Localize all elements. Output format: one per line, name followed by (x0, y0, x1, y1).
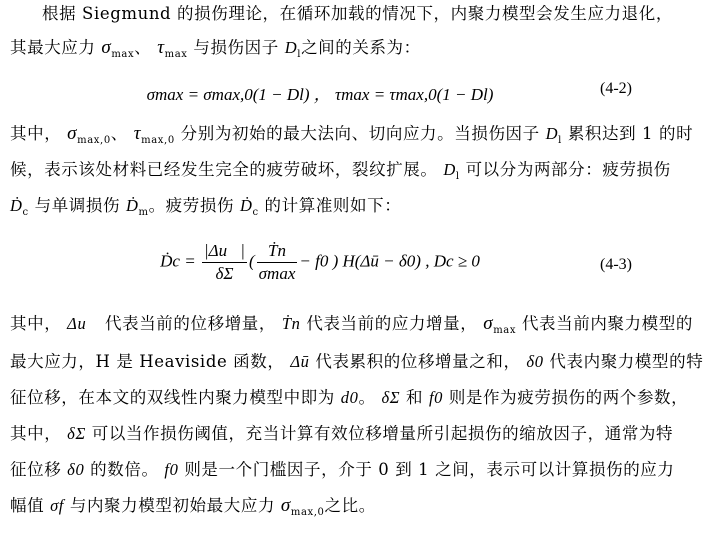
text: 与损伤因子 (193, 38, 279, 57)
subscript: c (252, 207, 259, 218)
delta0-symbol: δ0 (526, 352, 544, 371)
displacement-increment-symbol: Δu⃗ (67, 314, 100, 333)
fraction-numerator: |Δu⃗| (202, 240, 247, 263)
equation-body: σmax = σmax,0(1 − Dl) ， τmax = τmax,0(1 − Dl) (146, 85, 494, 104)
equation-lhs: Ḋc = (160, 251, 196, 271)
text: 和 (405, 388, 424, 407)
subscript: c (22, 207, 29, 218)
text: 可以分为两部分：疲劳损伤 (465, 160, 671, 179)
damage-symbol: D (284, 38, 298, 57)
paragraph-line (10, 36, 632, 67)
paragraph-line (10, 158, 671, 189)
text: 代表当前内聚力模型的 (521, 314, 693, 333)
text: 最大应力，H 是 Heaviside 函数， (10, 352, 285, 371)
paragraph-line (10, 122, 694, 153)
equation-body: Ḋc = $\frac{|\Delta u⃗|}{\delta\Sigma}$ ( $\frac{\text{Ṫn}}{\sigma\max}$ − f0 ) H(Δū − δ0) , Dc ≥ 0 (160, 241, 480, 283)
delta-sigma-symbol: δΣ (381, 388, 401, 407)
f0-symbol: f0 (164, 460, 179, 479)
text: 与单调损伤 (34, 196, 121, 215)
text: 之间的关系为： (301, 38, 421, 57)
text: 其中， (10, 424, 62, 443)
d0-symbol: d0 (340, 388, 359, 407)
paragraph-line (10, 422, 674, 446)
text: 之比。 (324, 496, 376, 515)
cumulative-displacement-symbol: Δū (290, 352, 310, 371)
equation-rest: − f0 ) H(Δū − δ0) , Dc ≥ 0 (299, 251, 480, 271)
text: 、 (134, 38, 152, 57)
paragraph-line (10, 386, 689, 410)
text: 。 (358, 388, 376, 407)
delta0-symbol: δ0 (67, 460, 85, 479)
subscript: max,0 (141, 135, 175, 146)
text: 征位移，在本文的双线性内聚力模型中即为 (10, 388, 335, 407)
subscript: l (558, 135, 562, 146)
damage-symbol: D (545, 124, 559, 143)
stress-increment-symbol: Ṫn (281, 314, 301, 333)
fraction (257, 240, 298, 285)
text: 则是作为疲劳损伤的两个参数， (448, 388, 689, 407)
paragraph-line (10, 312, 693, 343)
equation-4-3 (0, 240, 640, 296)
text: 根据 Siegmund 的损伤理论，在循环加载的情况下，内聚力模型会发生应力退化， (42, 4, 673, 23)
f0-symbol: f0 (428, 388, 443, 407)
paragraph-line (10, 494, 632, 525)
text: 候，表示该处材料已经发生完全的疲劳破坏，裂纹扩展。 (10, 160, 438, 179)
text: 其中， (10, 124, 62, 143)
fatigue-damage-symbol: Ḋ (239, 196, 253, 215)
subscript: max (493, 325, 517, 336)
subscript: max,0 (290, 507, 325, 518)
text: 的计算准则如下： (264, 196, 402, 215)
equation-number: (4-2) (600, 80, 632, 97)
fraction (202, 240, 247, 285)
tau-symbol: τ (157, 37, 165, 58)
fraction-denominator: δΣ (215, 264, 234, 283)
text: 累积达到 1 的时 (567, 124, 694, 143)
text: 则是一个门槛因子，介于 0 到 1 之间，表示可以计算损伤的应力 (184, 460, 675, 479)
text: 代表当前的位移增量， (105, 314, 276, 333)
equation-4-2 (0, 72, 640, 112)
monotonic-damage-symbol: Ḋ (125, 196, 139, 215)
sigma-symbol: σ (67, 123, 78, 144)
sigma-symbol: σ (280, 495, 291, 516)
text: 其最大应力 (10, 38, 96, 57)
paragraph-line (10, 458, 675, 482)
subscript: max (164, 49, 188, 60)
text: 征位移 (10, 460, 62, 479)
paragraph-line (10, 194, 632, 225)
text: 代表当前的应力增量， (306, 314, 478, 333)
text: 与内聚力模型初始最大应力 (69, 496, 276, 515)
text: 、 (110, 124, 128, 143)
text: 分别为初始的最大法向、切向应力。当损伤因子 (180, 124, 540, 143)
subscript: max,0 (77, 135, 111, 146)
text: 幅值 (10, 496, 45, 515)
paragraph-line (42, 2, 673, 26)
subscript: max (111, 49, 135, 60)
fraction-numerator: Ṫn (257, 240, 298, 263)
delta-sigma-symbol: δΣ (67, 424, 86, 443)
subscript: l (297, 49, 302, 60)
text: 的数倍。 (90, 460, 159, 479)
text: 其中， (10, 314, 62, 333)
text: 代表累积的位移增量之和， (315, 352, 521, 371)
subscript: m (138, 207, 149, 218)
text: 可以当作损伤阈值，充当计算有效位移增量所引起损伤的缩放因子，通常为特 (91, 424, 674, 443)
subscript: l (455, 171, 460, 182)
fatigue-damage-symbol: Ḋ (10, 196, 23, 215)
paragraph-line (10, 350, 703, 374)
equation-number: (4-3) (600, 256, 632, 273)
damage-symbol: D (443, 160, 456, 179)
sigma-symbol: σ (101, 37, 112, 58)
text: 。疲劳损伤 (148, 196, 235, 215)
text: 代表内聚力模型的特 (549, 352, 703, 371)
tau-symbol: τ (133, 123, 142, 144)
sigma-symbol: σ (483, 313, 494, 334)
sigma-f-symbol: σf (50, 496, 64, 515)
fraction-denominator: σmax (258, 264, 296, 283)
